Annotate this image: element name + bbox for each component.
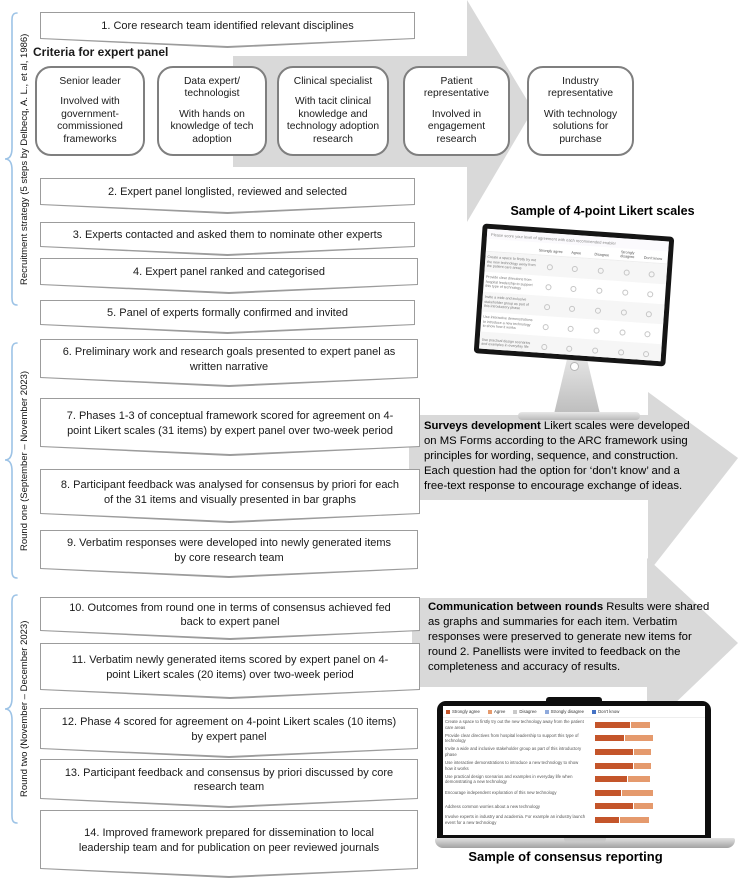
criteria-card-body: With technology solutions for purchase — [543, 108, 618, 145]
annotation-title: Surveys development — [424, 420, 541, 432]
chart-row — [443, 813, 705, 827]
flow-step-14 — [40, 810, 418, 878]
chart-row — [443, 759, 705, 773]
flow-step-label: 11. Verbatim newly generated items scored by expert panel on 4-point Likert scales (20 items) over two-week period — [71, 654, 389, 681]
likert-cell — [587, 260, 614, 280]
bracket-label-round-one: Round one (September – November 2023) — [19, 370, 30, 551]
flow-step-9 — [40, 530, 418, 578]
legend-label: Strongly agree — [452, 709, 480, 714]
likert-column-header: Strongly disagree — [620, 250, 635, 260]
chart-row — [443, 786, 705, 800]
criteria-card — [403, 66, 510, 156]
bar-segment-strongly-agree — [595, 817, 619, 823]
annotation-body: Likert scales were developed on MS Forms according to the ARC framework using principles for wording, sequence, and construction. Each question had the option for ‘don’t know’ and a free-text response to encourage exchange of ideas. — [424, 420, 690, 493]
chart-row-label: Create a space to firstly try out the new technology away from the patient care areas — [445, 719, 584, 730]
criteria-card — [277, 66, 389, 156]
radio-icon — [593, 327, 599, 333]
likert-cell — [582, 340, 609, 360]
chart-row-bar — [595, 790, 662, 796]
criteria-card-title: Senior leader — [59, 76, 121, 88]
legend-label: Disagree — [519, 709, 537, 714]
radio-icon — [572, 266, 578, 272]
legend-item — [592, 709, 619, 714]
laptop-notch-icon — [546, 697, 602, 705]
legend-label: Agree — [493, 709, 506, 714]
bar-segment-agree — [622, 790, 654, 796]
chart-row-bar — [595, 763, 662, 769]
chart-row-label: Use interactive demonstrations to introduce a new technology to show how it works — [445, 760, 579, 771]
likert-cell — [535, 276, 562, 296]
likert-cell — [613, 262, 640, 282]
flow-step-label: 13. Participant feedback and consensus by priori discussed by core research team — [64, 766, 394, 793]
criteria-card-body: Involved with government-commissioned frameworks — [57, 96, 123, 145]
flow-step-label: 10. Outcomes from round one in terms of consensus achieved fed back to expert panel — [69, 601, 391, 628]
bar-segment-strongly-agree — [595, 749, 633, 755]
criteria-card-body: With tacit clinical knowledge and technology adoption research — [286, 96, 380, 145]
chart-row-label: Address common worries about a new technology — [445, 803, 541, 809]
chart-row-label: Provide clear directives from hospital leadership to support this type of technology — [445, 732, 579, 744]
likert-column-header: Don’t know — [643, 255, 663, 262]
radio-icon — [617, 349, 623, 355]
annotation-surveys-development — [424, 419, 704, 494]
criteria-card-body: Involved in engagement research — [427, 108, 486, 145]
bar-segment-agree — [634, 803, 653, 809]
chart-row — [443, 800, 705, 814]
likert-cell — [586, 280, 613, 300]
flow-step-10 — [40, 597, 420, 640]
chart-row-bar — [595, 776, 662, 782]
likert-question: Provide clear directions from hospital leadership to support this type of technology — [485, 275, 533, 291]
legend-swatch-icon — [545, 710, 549, 714]
likert-cell — [536, 256, 563, 276]
likert-cell — [562, 258, 589, 278]
monitor-mockup — [478, 226, 678, 426]
flow-step-label: 2. Expert panel longlisted, reviewed and selected — [107, 186, 348, 199]
bar-segment-agree — [634, 763, 651, 769]
radio-icon — [647, 291, 653, 297]
likert-prompt: Please score your level of agreement with each recommended enabler — [487, 229, 669, 252]
radio-icon — [646, 311, 652, 317]
legend-swatch-icon — [592, 710, 596, 714]
radio-icon — [620, 309, 626, 315]
chart-rows — [443, 717, 705, 827]
likert-question: Create a space to firstly try out the new technology away from the patient care areas — [486, 255, 537, 271]
criteria-card-title: Industry representative — [547, 76, 614, 100]
flow-step-label: 3. Experts contacted and asked them to nominate other experts — [72, 229, 383, 242]
flow-step-label: 14. Improved framework prepared for dissemination to local leadership team and for publication on peer reviewed journals — [78, 827, 380, 854]
bar-segment-agree — [628, 776, 649, 782]
criteria-card — [527, 66, 634, 156]
criteria-card-title: Clinical specialist — [293, 76, 373, 88]
likert-column-header: Strongly agree — [538, 248, 563, 255]
chart-legend — [443, 706, 705, 716]
radio-icon — [544, 304, 550, 310]
bracket-round-two-icon — [4, 594, 20, 824]
likert-question: Invite a wide and inclusive stakeholder group as part of this introductory phase — [483, 295, 530, 311]
bar-segment-strongly-agree — [595, 776, 628, 782]
radio-icon — [546, 264, 552, 270]
laptop-caption: Sample of consensus reporting — [468, 849, 663, 864]
likert-cell — [610, 302, 637, 322]
monitor-caption: Sample of 4-point Likert scales — [510, 204, 695, 218]
likert-question: Use practical design scenarios and examples in everyday life — [481, 337, 531, 349]
flow-step-3 — [40, 222, 415, 256]
likert-cell — [612, 282, 639, 302]
flow-step-label: 6. Preliminary work and research goals presented to expert panel as written narrative — [62, 346, 396, 373]
likert-rows — [479, 252, 668, 364]
radio-icon — [623, 269, 629, 275]
bracket-label-round-two: Round two (November – December 2023) — [19, 620, 30, 798]
likert-cell — [607, 342, 634, 362]
likert-cell — [558, 318, 585, 338]
bar-segment-strongly-agree — [595, 803, 633, 809]
criteria-heading: Criteria for expert panel — [33, 45, 169, 59]
laptop-mockup — [435, 697, 735, 852]
annotation-title: Communication between rounds — [428, 601, 604, 613]
likert-cell — [609, 322, 636, 342]
chart-row-label: Use practical design scenarios and examples in everyday life when demonstrating a new technology — [445, 773, 573, 785]
radio-icon — [541, 344, 547, 350]
likert-cell — [585, 300, 612, 320]
likert-column-header: Agree — [571, 250, 582, 256]
likert-cell — [532, 316, 559, 336]
radio-icon — [570, 286, 576, 292]
legend-item — [513, 709, 536, 714]
flow-step-label: 4. Expert panel ranked and categorised — [132, 266, 326, 279]
radio-icon — [566, 346, 572, 352]
legend-swatch-icon — [488, 710, 492, 714]
radio-icon — [643, 351, 649, 357]
bar-segment-strongly-agree — [595, 790, 621, 796]
flow-step-label: 7. Phases 1-3 of conceptual framework scored for agreement on 4-point Likert scales (31 items) by expert panel over two-week period — [66, 410, 394, 437]
radio-icon — [649, 271, 655, 277]
bar-segment-agree — [620, 817, 650, 823]
radio-icon — [622, 289, 628, 295]
flow-step-label: 9. Verbatim responses were developed into newly generated items by core research team — [66, 537, 392, 564]
radio-icon — [596, 288, 602, 294]
likert-cell — [583, 320, 610, 340]
bar-segment-agree — [625, 735, 653, 741]
monitor-stand-hole — [570, 362, 579, 371]
chart-row-bar — [595, 735, 662, 741]
chart-row-label: Involve experts in industry and academia. For example an industry launch event for a new technology — [445, 814, 586, 825]
radio-icon — [569, 306, 575, 312]
bar-segment-strongly-agree — [595, 735, 625, 741]
legend-item — [545, 709, 584, 714]
likert-cell — [559, 298, 586, 318]
bracket-round-one-icon — [4, 342, 20, 579]
criteria-card — [35, 66, 145, 156]
chart-row — [443, 718, 705, 732]
flow-step-label: 5. Panel of experts formally confirmed and invited — [107, 307, 348, 320]
radio-icon — [644, 331, 650, 337]
likert-cell — [638, 264, 665, 284]
bar-segment-strongly-agree — [595, 763, 633, 769]
likert-cell — [556, 338, 583, 358]
monitor-screen — [474, 223, 675, 366]
flow-step-5 — [40, 300, 415, 334]
likert-cell — [533, 296, 560, 316]
radio-icon — [568, 326, 574, 332]
criteria-card-body: With hands on knowledge of tech adoption — [170, 108, 254, 145]
flow-step-label: 1. Core research team identified relevant disciplines — [101, 20, 354, 33]
radio-icon — [545, 284, 551, 290]
likert-cell — [636, 303, 663, 323]
flow-step-6 — [40, 339, 418, 387]
chart-row-label: Encourage independent exploration of this new technology — [445, 789, 557, 795]
likert-column-header: Disagree — [594, 252, 610, 258]
legend-item — [488, 709, 505, 714]
radio-icon — [619, 329, 625, 335]
flow-step-12 — [40, 708, 418, 758]
chart-row-bar — [595, 722, 662, 728]
criteria-card — [157, 66, 267, 156]
flow-step-label: 8. Participant feedback was analysed for consensus by priori for each of the 31 items and visually presented in bar graphs — [60, 479, 400, 506]
chart-row-bar — [595, 817, 662, 823]
flow-step-7 — [40, 398, 420, 456]
chart-row — [443, 745, 705, 759]
likert-cell — [633, 343, 660, 363]
flow-step-1 — [40, 12, 415, 48]
chart-row — [443, 732, 705, 746]
chart-row-label: Invite a wide and inclusive stakeholder group as part of this introductory phase — [445, 746, 582, 757]
laptop-screen — [437, 701, 711, 838]
legend-label: Strongly disagree — [550, 709, 585, 714]
likert-question: Use interactive demonstrations to introduce a new technology to show how it works — [482, 314, 533, 331]
bar-segment-agree — [631, 722, 650, 728]
flow-step-label: 12. Phase 4 scored for agreement on 4-point Likert scales (10 items) by expert panel — [61, 716, 397, 743]
likert-cell — [637, 283, 664, 303]
laptop-base — [435, 838, 735, 848]
criteria-card-title: Data expert/ technologist — [183, 76, 241, 100]
legend-label: Don’t know — [598, 709, 620, 714]
bracket-label-recruitment: Recruitment strategy (5 steps by Delbecq, A. L., et al, 1986) — [19, 33, 30, 285]
bracket-recruitment-icon — [4, 12, 20, 306]
bar-segment-strongly-agree — [595, 722, 630, 728]
likert-cell — [634, 323, 661, 343]
annotation-body: Results were shared as graphs and summaries for each item. Verbatim responses were preserved to generate new items for round 2. Panellists were invited to feedback on the completeness and accuracy of results. — [428, 601, 710, 674]
chart-row — [443, 772, 705, 786]
criteria-card-title: Patient representative — [423, 76, 490, 100]
monitor-stand-base — [518, 412, 640, 420]
flow-step-4 — [40, 258, 418, 294]
chart-row-bar — [595, 749, 662, 755]
annotation-communication-between-rounds — [428, 600, 712, 675]
legend-swatch-icon — [513, 710, 517, 714]
radio-icon — [542, 324, 548, 330]
bar-segment-agree — [634, 749, 651, 755]
likert-cell — [531, 336, 558, 356]
flow-step-2 — [40, 178, 415, 214]
legend-item — [446, 709, 480, 714]
flow-step-11 — [40, 643, 420, 699]
flow-step-13 — [40, 759, 418, 808]
legend-swatch-icon — [446, 710, 450, 714]
radio-icon — [592, 347, 598, 353]
flow-step-8 — [40, 469, 420, 523]
chart-row-bar — [595, 803, 662, 809]
radio-icon — [597, 268, 603, 274]
consensus-chart — [443, 706, 705, 835]
radio-icon — [595, 308, 601, 314]
likert-cell — [560, 278, 587, 298]
